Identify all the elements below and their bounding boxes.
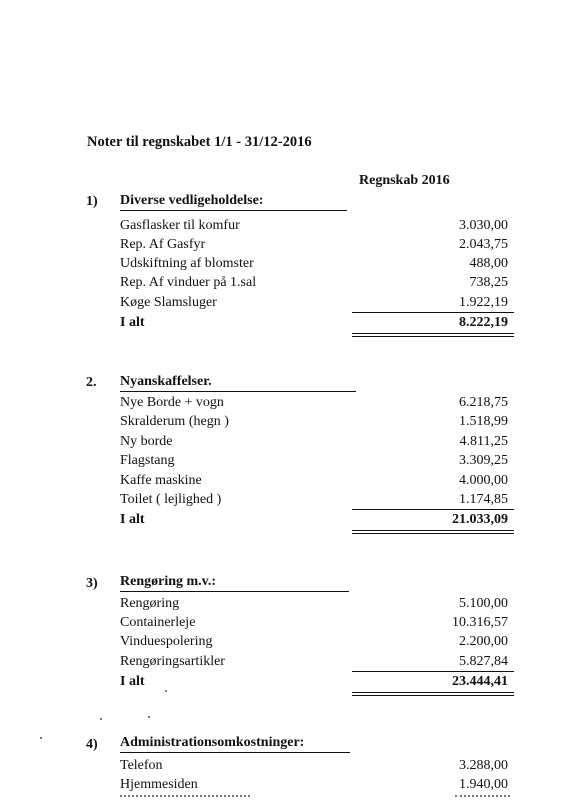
line-item-amount: 2.200,00 [459,634,508,649]
line-item-amount: 4.000,00 [459,473,508,488]
line-item-amount: 5.827,84 [459,654,508,669]
line-item-label: Køge Slamsluger [120,295,217,310]
line-item-amount: 1.518,99 [459,414,508,429]
section-number: 2. [86,375,97,390]
section-number: 4) [86,737,98,752]
total-amount: 8.222,19 [459,315,508,330]
total-label: I alt [120,512,145,527]
line-item-amount: 2.043,75 [459,237,508,252]
line-item-amount: 6.218,75 [459,395,508,410]
line-item-label: Hjemmesiden [120,777,198,792]
total-double-rule [352,530,514,534]
line-item-amount: 1.174,85 [459,492,508,507]
scan-speck [40,737,42,739]
line-item-label: Ny borde [120,434,173,449]
line-item-label: Vinduespolering [120,634,213,649]
total-label: I alt [120,315,145,330]
total-double-rule [352,692,514,696]
line-item-label: Gasflasker til komfur [120,218,240,233]
total-amount: 23.444,41 [452,674,508,689]
line-item-amount: 1.922,19 [459,295,508,310]
total-amount: 21.033,09 [452,512,508,527]
line-item-amount: 10.316,57 [452,615,508,630]
line-item-amount: 738,25 [469,275,508,290]
column-header: Regnskab 2016 [359,173,450,188]
line-item-amount: 1.940,00 [459,777,508,792]
line-item-amount: 5.100,00 [459,596,508,611]
section-heading: Diverse vedligeholdelse: [120,193,347,211]
line-item-amount: 4.811,25 [459,434,508,449]
total-double-rule [352,333,514,337]
cut-off-text-fragment [455,795,510,801]
subtotal-rule [352,312,514,313]
section-heading: Administrationsomkostninger: [120,735,350,753]
line-item-label: Rep. Af Gasfyr [120,237,206,252]
cut-off-text-fragment [120,795,250,801]
line-item-amount: 3.288,00 [459,758,508,773]
line-item-amount: 3.030,00 [459,218,508,233]
section-number: 3) [86,576,98,591]
line-item-amount: 3.309,25 [459,453,508,468]
line-item-label: Skralderum (hegn ) [120,414,229,429]
scan-speck [165,690,167,692]
line-item-label: Udskiftning af blomster [120,256,254,271]
line-item-label: Rengøring [120,596,180,611]
total-label: I alt [120,674,145,689]
section-number: 1) [86,194,98,209]
document-title: Noter til regnskabet 1/1 - 31/12-2016 [87,134,312,150]
scan-speck [148,716,150,718]
subtotal-rule [352,509,514,510]
line-item-label: Flagstang [120,453,175,468]
section-heading: Rengøring m.v.: [120,574,349,592]
section-heading: Nyanskaffelser. [120,374,356,392]
line-item-label: Rengøringsartikler [120,654,225,669]
line-item-label: Kaffe maskine [120,473,202,488]
line-item-label: Rep. Af vinduer på 1.sal [120,275,257,290]
subtotal-rule [352,671,514,672]
line-item-amount: 488,00 [469,256,508,271]
line-item-label: Containerleje [120,615,196,630]
scan-speck [100,718,102,720]
line-item-label: Telefon [120,758,163,773]
line-item-label: Toilet ( lejlighed ) [120,492,222,507]
line-item-label: Nye Borde + vogn [120,395,224,410]
